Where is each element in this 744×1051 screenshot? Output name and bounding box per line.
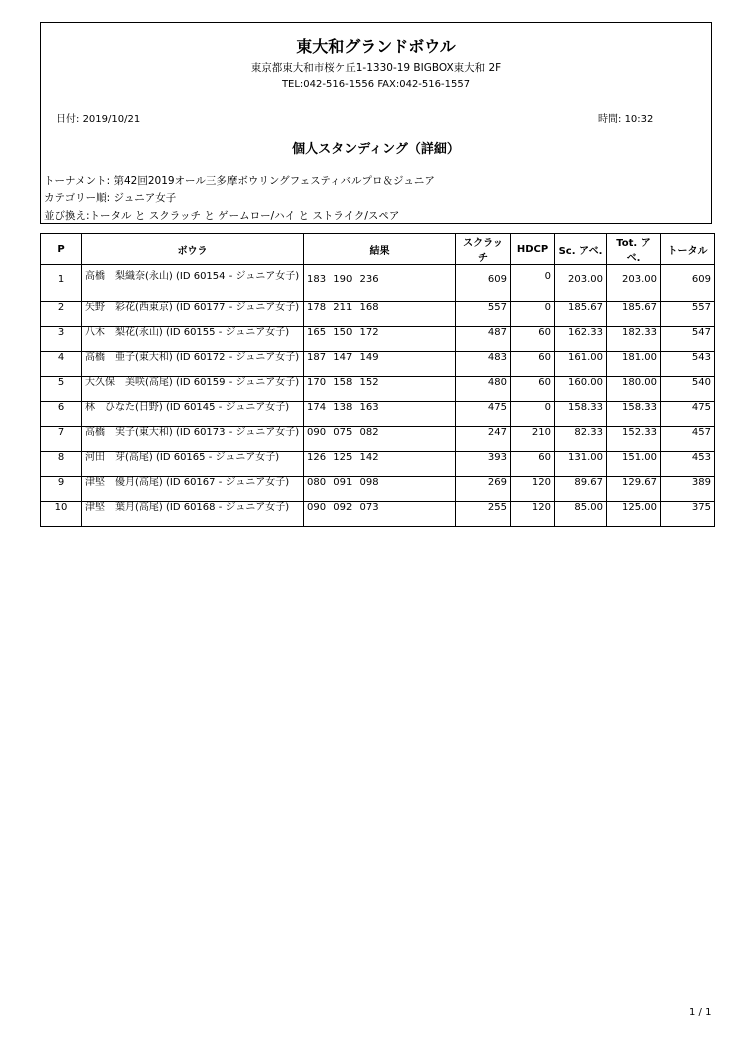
- scratch-average-cell: 158.33: [555, 402, 607, 427]
- scratch-cell: 475: [456, 402, 511, 427]
- table-row: [41, 427, 715, 452]
- hdcp-cell: 60: [511, 352, 555, 377]
- report-date: [56, 110, 140, 125]
- table-row: [41, 402, 715, 427]
- hdcp-cell: 60: [511, 452, 555, 477]
- table-row: [41, 452, 715, 477]
- position-cell: 10: [41, 502, 82, 527]
- hdcp-cell: 120: [511, 502, 555, 527]
- total-cell: 375: [661, 502, 715, 527]
- total-average-cell: 125.00: [607, 502, 661, 527]
- scratch-cell: 393: [456, 452, 511, 477]
- scratch-average-cell: 203.00: [555, 265, 607, 302]
- scratch-average-cell: 85.00: [555, 502, 607, 527]
- scratch-average-cell: 185.67: [555, 302, 607, 327]
- report-time: [598, 110, 653, 125]
- col-header-hdcp: HDCP: [511, 234, 555, 265]
- position-cell: 5: [41, 377, 82, 402]
- position-cell: 9: [41, 477, 82, 502]
- bowler-cell: 河田 芽(高尾) (ID 60165 - ジュニア女子): [82, 452, 304, 477]
- scratch-cell: 269: [456, 477, 511, 502]
- hdcp-cell: 0: [511, 302, 555, 327]
- total-average-cell: 181.00: [607, 352, 661, 377]
- scratch-cell: 609: [456, 265, 511, 302]
- time-label: 時間:: [598, 114, 622, 125]
- total-cell: 540: [661, 377, 715, 402]
- position-cell: 6: [41, 402, 82, 427]
- tournament-label: トーナメント:: [44, 175, 111, 187]
- col-header-scratch: スクラッチ: [456, 234, 511, 265]
- bowler-cell: 八木 梨花(永山) (ID 60155 - ジュニア女子): [82, 327, 304, 352]
- bowler-cell: 高橋 梨織奈(永山) (ID 60154 - ジュニア女子): [82, 265, 304, 302]
- venue-name: 東大和グランドボウル: [296, 37, 456, 56]
- position-cell: 1: [41, 265, 82, 302]
- sort-line: [44, 208, 399, 223]
- hdcp-cell: 0: [511, 402, 555, 427]
- total-average-cell: 158.33: [607, 402, 661, 427]
- total-cell: 557: [661, 302, 715, 327]
- table-row: [41, 302, 715, 327]
- total-cell: 453: [661, 452, 715, 477]
- bowler-cell: 矢野 彩花(西東京) (ID 60177 - ジュニア女子): [82, 302, 304, 327]
- position-cell: 8: [41, 452, 82, 477]
- hdcp-cell: 120: [511, 477, 555, 502]
- scratch-average-cell: 82.33: [555, 427, 607, 452]
- bowler-cell: 大久保 美咲(高尾) (ID 60159 - ジュニア女子): [82, 377, 304, 402]
- report-header: [40, 22, 712, 224]
- total-average-cell: 182.33: [607, 327, 661, 352]
- results-cell: 183 190 236: [304, 265, 456, 302]
- total-cell: 609: [661, 265, 715, 302]
- table-row: [41, 377, 715, 402]
- total-cell: 543: [661, 352, 715, 377]
- total-cell: 475: [661, 402, 715, 427]
- total-cell: 457: [661, 427, 715, 452]
- sort-value: トータル と スクラッチ と ゲームロー/ハイ と ストライク/スペア: [89, 210, 400, 222]
- col-header-total: トータル: [661, 234, 715, 265]
- table-header-row: [41, 234, 715, 265]
- results-cell: 126 125 142: [304, 452, 456, 477]
- date-label: 日付:: [56, 114, 80, 125]
- scratch-cell: 247: [456, 427, 511, 452]
- bowler-cell: 高橋 亜子(東大和) (ID 60172 - ジュニア女子): [82, 352, 304, 377]
- position-cell: 2: [41, 302, 82, 327]
- venue-phone: TEL:042-516-1556 FAX:042-516-1557: [281, 79, 471, 90]
- page-number: 1 / 1: [689, 1007, 712, 1018]
- sort-label: 並び換え:: [44, 210, 90, 222]
- col-header-total-average: Tot. アベ.: [607, 234, 661, 265]
- hdcp-cell: 0: [511, 265, 555, 302]
- time-value: 10:32: [624, 114, 654, 125]
- col-header-scratch-average: Sc. アベ.: [555, 234, 607, 265]
- col-header-position: P: [41, 234, 82, 265]
- hdcp-cell: 60: [511, 377, 555, 402]
- scratch-average-cell: 160.00: [555, 377, 607, 402]
- category-name: ジュニア女子: [113, 192, 177, 204]
- table-row: [41, 502, 715, 527]
- standings-table: [40, 233, 715, 527]
- results-cell: 165 150 172: [304, 327, 456, 352]
- col-header-results: 結果: [304, 234, 456, 265]
- scratch-cell: 487: [456, 327, 511, 352]
- table-row: [41, 352, 715, 377]
- scratch-average-cell: 131.00: [555, 452, 607, 477]
- bowler-cell: 津堅 葉月(高尾) (ID 60168 - ジュニア女子): [82, 502, 304, 527]
- scratch-average-cell: 162.33: [555, 327, 607, 352]
- total-average-cell: 151.00: [607, 452, 661, 477]
- hdcp-cell: 210: [511, 427, 555, 452]
- col-header-bowler: ボウラ: [82, 234, 304, 265]
- total-average-cell: 152.33: [607, 427, 661, 452]
- results-cell: 174 138 163: [304, 402, 456, 427]
- table-row: [41, 327, 715, 352]
- scratch-average-cell: 89.67: [555, 477, 607, 502]
- venue-address: 東京都東大和市桜ケ丘1-1330-19 BIGBOX東大和 2F: [250, 62, 502, 74]
- bowler-cell: 高橋 実子(東大和) (ID 60173 - ジュニア女子): [82, 427, 304, 452]
- category-label: カテゴリー順:: [44, 192, 111, 204]
- bowler-cell: 林 ひなた(日野) (ID 60145 - ジュニア女子): [82, 402, 304, 427]
- date-value: 2019/10/21: [82, 114, 141, 125]
- total-average-cell: 203.00: [607, 265, 661, 302]
- results-cell: 170 158 152: [304, 377, 456, 402]
- total-cell: 389: [661, 477, 715, 502]
- tournament-name: 第42回2019オール三多摩ボウリングフェスティバルプロ＆ジュニア: [113, 175, 435, 187]
- scratch-cell: 557: [456, 302, 511, 327]
- position-cell: 4: [41, 352, 82, 377]
- table-row: [41, 477, 715, 502]
- position-cell: 7: [41, 427, 82, 452]
- tournament-line: [44, 173, 435, 188]
- total-average-cell: 185.67: [607, 302, 661, 327]
- scratch-cell: 483: [456, 352, 511, 377]
- category-line: [44, 190, 176, 205]
- results-cell: 178 211 168: [304, 302, 456, 327]
- results-cell: 090 092 073: [304, 502, 456, 527]
- total-average-cell: 180.00: [607, 377, 661, 402]
- results-cell: 090 075 082: [304, 427, 456, 452]
- scratch-cell: 480: [456, 377, 511, 402]
- results-cell: 187 147 149: [304, 352, 456, 377]
- scratch-cell: 255: [456, 502, 511, 527]
- bowler-cell: 津堅 優月(高尾) (ID 60167 - ジュニア女子): [82, 477, 304, 502]
- hdcp-cell: 60: [511, 327, 555, 352]
- results-cell: 080 091 098: [304, 477, 456, 502]
- table-row: [41, 265, 715, 302]
- total-average-cell: 129.67: [607, 477, 661, 502]
- scratch-average-cell: 161.00: [555, 352, 607, 377]
- total-cell: 547: [661, 327, 715, 352]
- position-cell: 3: [41, 327, 82, 352]
- report-title: 個人スタンディング（詳細）: [292, 142, 460, 157]
